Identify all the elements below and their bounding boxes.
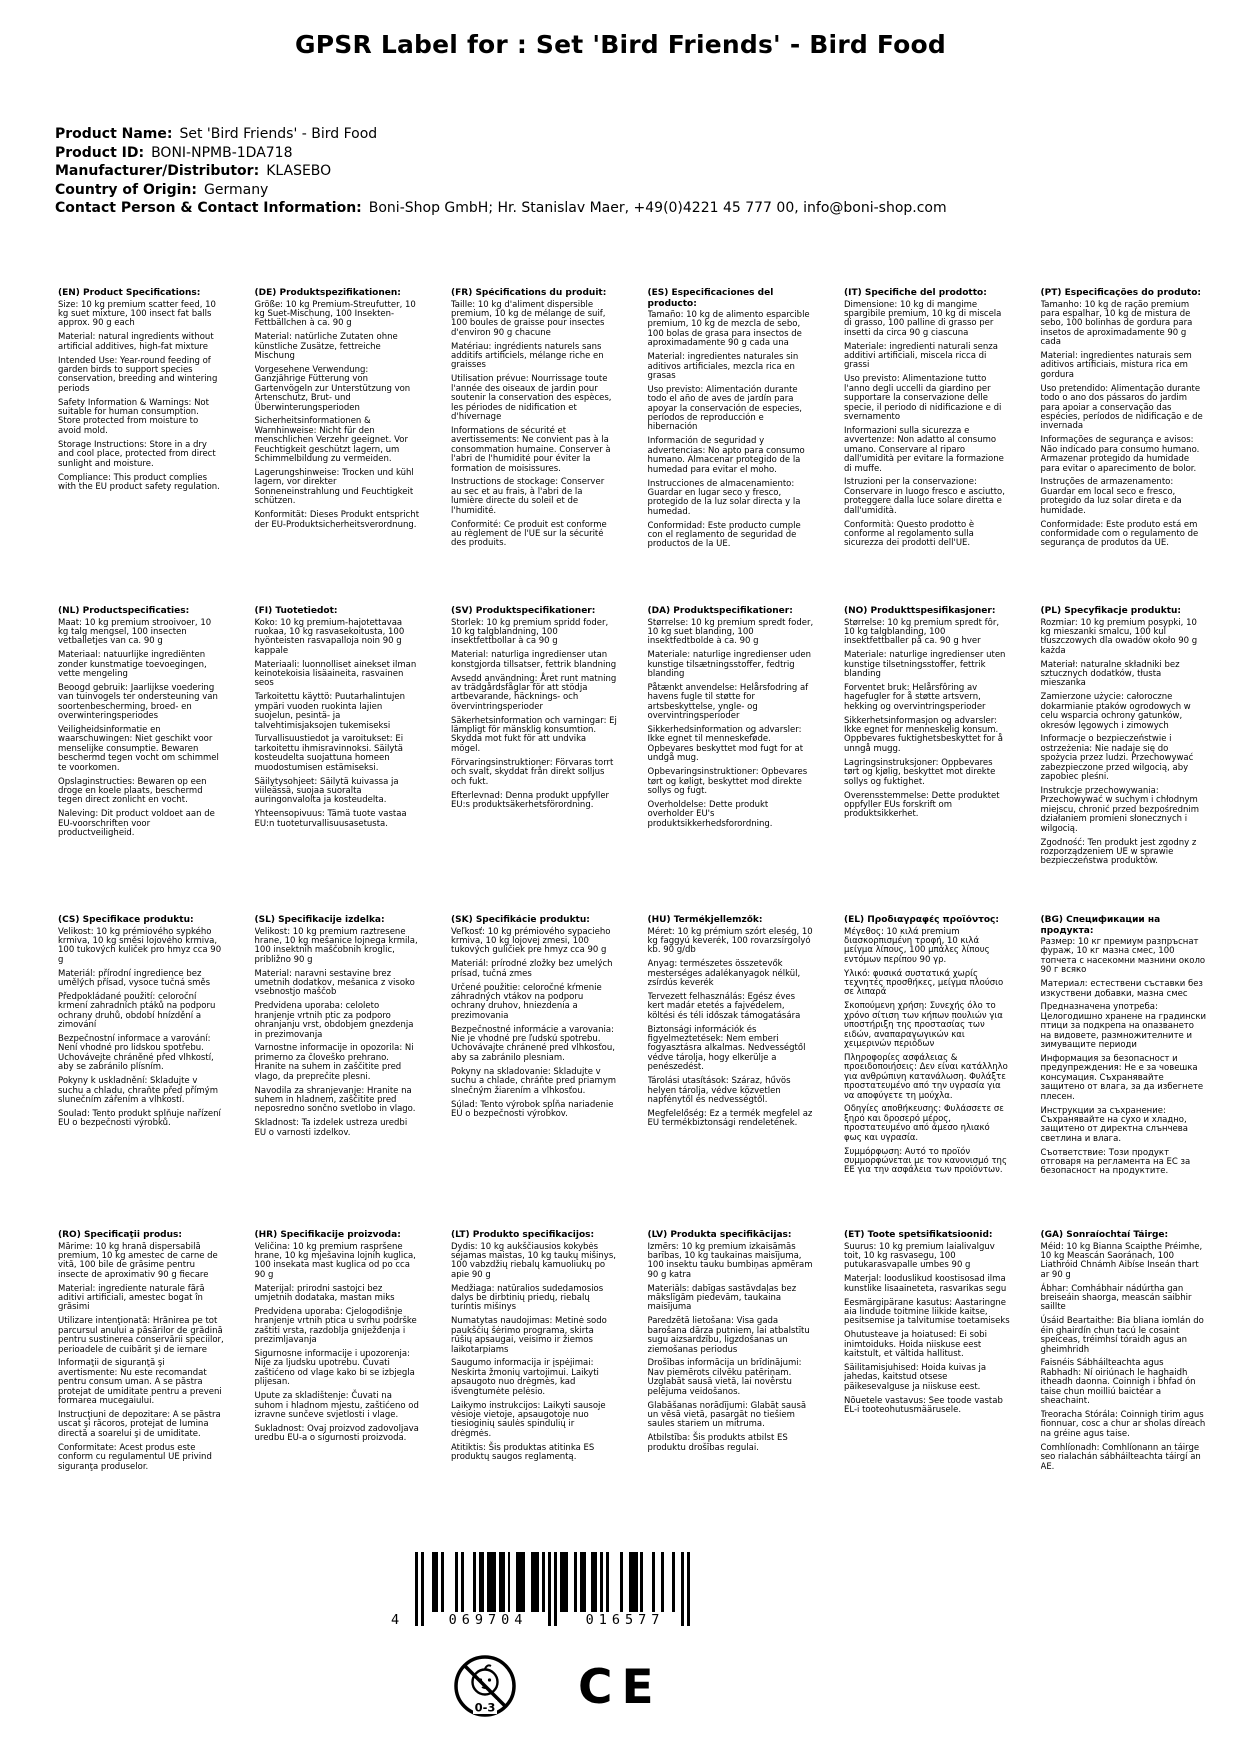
product-field-label: Contact Person & Contact Information:: [55, 200, 362, 217]
language-block-paragraph: Tarkoitettu käyttö: Puutarhalintujen ympäri vuoden ruokinta lajien suojelun, pesintä- ja talvehtimisjaksojen tukemiseksi: [254, 692, 405, 731]
language-block-paragraph: Sikkerhetsinformasjon og advarsler: Ikke egnet for menneskelig konsum. Oppbevares fuktighetsbeskyttet for å unngå mugg.: [844, 715, 1004, 754]
language-block-paragraph: Forventet bruk: Helårsfôring av hagefugler for å støtte artsvern, hekking og overvintringsperioder: [844, 682, 986, 712]
language-block-paragraph: Materijal: prirodni sastojci bez umjetnih dodataka, mastan miks: [254, 1283, 395, 1304]
language-block-heading: (SK) Špecifikácie produktu:: [451, 915, 590, 925]
product-field-label: Country of Origin:: [55, 181, 197, 198]
language-block-paragraph: Beoogd gebruik: Jaarlijkse voedering van tuinvogels ter ondersteuning van soortenbescherming, broed- en overwinteringsperiodes: [58, 682, 218, 722]
language-block-paragraph: Sigurnosne informacije i upozorenja: Nije za ljudsku upotrebu. Čuvati zaštićeno od vlage kako bi se izbjegla plijesan.: [254, 1349, 415, 1388]
barcode-digits-left: 069704: [448, 1612, 528, 1628]
language-block-paragraph: Uso previsto: Alimentación durante todo el año de aves de jardín para apoyar la conservación de especies, períodos de reproducción e hibernación: [647, 384, 802, 433]
language-block-paragraph: Drošības informācija un brīdinājumi: Nav piemērots cilvēku patēriņam. Uzglabāt sausā vietā, lai novērstu pelējuma veidošanos.: [647, 1358, 802, 1397]
language-block-paragraph: Matériau: ingrédients naturels sans additifs artificiels, mélange riche en graisses: [451, 341, 604, 371]
language-block-ro: [58, 1230, 224, 1476]
language-block-sk: [451, 915, 617, 1230]
product-field-label: Manufacturer/Distributor:: [55, 163, 260, 180]
language-block-paragraph: Lagerungshinweise: Trocken und kühl lagern, vor direkter Sonneneinstrahlung und Feuchtigkeit schützen.: [254, 468, 414, 507]
barcode-digit-first: 4: [391, 1612, 405, 1628]
language-block-paragraph: Conformitate: Acest produs este conform cu regulamentul UE privind siguranţa produselor.: [58, 1442, 212, 1472]
language-block-de: [255, 288, 421, 606]
language-block-heading: (PL) Specyfikacje produktu:: [1040, 606, 1182, 616]
language-block-paragraph: Atitiktis: Šis produktas atitinka ES produktų saugos reglamentą.: [451, 1442, 595, 1463]
language-block-paragraph: Maat: 10 kg premium strooivoer, 10 kg talg mengsel, 100 insecten vetballetjes van ca. 90 g: [58, 617, 212, 647]
language-block-paragraph: Rozmiar: 10 kg premium posypki, 10 kg mieszanki smalcu, 100 kul tłuszczowych dla owadów około 90 g każda: [1040, 617, 1198, 656]
language-block-paragraph: Treoracha Stórála: Coinnigh tirim agus fionnuar, cosc a chur ar sholas díreach na gréine agus taise.: [1040, 1410, 1206, 1439]
language-block-paragraph: Instructions de stockage: Conserver au sec et au frais, à l'abri de la lumière directe du soleil et de l'humidité.: [451, 477, 605, 516]
language-block-paragraph: Material: natürliche Zutaten ohne künstliche Zusätze, fettreiche Mischung: [254, 332, 398, 362]
language-blocks-grid: [58, 288, 1207, 1476]
age-warning-label: 0-3: [474, 1700, 496, 1715]
language-block-paragraph: Veiligheidsinformatie en waarschuwingen: Niet geschikt voor menselijke consumptie. Bewaren beschermd tegen vocht om schimmel te voorkomen.: [58, 725, 219, 773]
language-block-et: [844, 1230, 1010, 1476]
language-block-paragraph: Méret: 10 kg prémium szórt eleség, 10 kg faggyú keverék, 100 rovarzsírgolyó kb. 90 g/db: [647, 926, 813, 956]
language-block-paragraph: Zamierzone użycie: całoroczne dokarmianie ptaków ogrodowych w celu wsparcia ochrony gatunków, okresów lęgowych i zimowych: [1040, 692, 1191, 731]
language-block-heading: (FI) Tuotetiedot:: [254, 606, 338, 616]
language-block-paragraph: Материал: естествени съставки без изкуствени добавки, мазна смес: [1040, 979, 1203, 999]
language-block-paragraph: Συμμόρφωση: Αυτό το προϊόν συμμορφώνεται με τον κανονισμό της ΕΕ για την ασφάλεια των προϊόντων.: [844, 1146, 1007, 1176]
product-field-label: Product ID:: [55, 144, 145, 161]
language-block-heading: (PT) Especificações do produto:: [1040, 288, 1202, 298]
language-block-paragraph: Yhteensopivuus: Tämä tuote vastaa EU:n tuoteturvallisuusasetusta.: [254, 809, 407, 829]
language-block-paragraph: Safety Information & Warnings: Not suitable for human consumption. Store protected from moisture to avoid mold.: [58, 397, 209, 436]
product-field-value: KLASEBO: [266, 163, 332, 180]
language-block-paragraph: Lagringsinstruksjoner: Oppbevares tørt og kjølig, beskyttet mot direkte sollys og fuktighet.: [844, 757, 996, 787]
language-block-paragraph: Numatytas naudojimas: Metinė sodo paukščių šėrimo programa, skirta rūšių apsaugai, veisimo ir žiemos laikotarpiams: [451, 1316, 607, 1355]
language-block-paragraph: Material: naravni sestavine brez umetnih dodatkov, mešanica z visoko vsebnostjo maščob: [254, 968, 415, 998]
language-block-paragraph: Informations de sécurité et avertissements: Ne convient pas à la consommation humaine. Conserver à l'abri de l'humidité pour éviter la formation de moisissures.: [451, 425, 611, 474]
language-block-paragraph: Material: naturliga ingredienser utan konstgjorda tillsatser, fettrik blandning: [451, 650, 617, 670]
language-block-paragraph: Informaţii de siguranţă şi avertismente: Nu este recomandat pentru consum uman. A se păstra protejat de umiditate pentru a preveni formarea mucegaiului.: [58, 1358, 222, 1407]
language-block-heading: (HR) Specifikacije proizvoda:: [254, 1230, 401, 1240]
language-block-it: [844, 288, 1010, 606]
language-block-sl: [255, 915, 421, 1230]
language-block-paragraph: Storage Instructions: Store in a dry and cool place, protected from direct sunlight and moisture.: [58, 439, 216, 469]
language-block-paragraph: Tamaño: 10 kg de alimento esparcible premium, 10 kg de mezcla de sebo, 100 bolas de grasa para insectos de aproximadamente 90 g cada una: [647, 310, 810, 349]
language-block-no: [844, 606, 1010, 915]
language-block-paragraph: Påtænkt anvendelse: Helårsfodring af havens fugle til støtte for artsbeskyttelse, yngle- og overvintringsperioder: [647, 682, 809, 722]
language-block-lt: [451, 1230, 617, 1476]
language-block-bg: [1041, 915, 1207, 1230]
language-block-paragraph: Størrelse: 10 kg premium spredt fôr, 10 kg talgblanding, 100 insektfettballer på ca. 90 g hver: [844, 617, 1000, 647]
language-block-pt: [1041, 288, 1207, 606]
language-block-paragraph: Predvidena uporaba: celoleto hranjenje vrtnih ptic za podporo ohranjanju vrst, obdobjem gnezdenja in prezimovanja: [254, 1001, 414, 1040]
language-block-paragraph: Dimensione: 10 kg di mangime spargibile premium, 10 kg di miscela di grasso, 100 palline di grasso per insetti da circa 90 g ciascuna: [844, 299, 1002, 338]
language-block-paragraph: Zgodność: Ten produkt jest zgodny z rozporządzeniem UE w sprawie bezpieczeństwa produktów.: [1040, 837, 1197, 867]
language-block-heading: (BG) Спецификации на продукта:: [1040, 915, 1161, 936]
language-block-heading: (SL) Specifikacije izdelka:: [254, 915, 385, 925]
language-block-paragraph: Οδηγίες αποθήκευσης: Φυλάσσετε σε ξηρό και δροσερό μέρος, προστατευμένο από άμεσο ηλιακό φως και υγρασία.: [844, 1104, 1004, 1143]
product-field: [55, 181, 947, 200]
language-block-paragraph: Veľkosť: 10 kg prémiového sypacieho krmiva, 10 kg lojovej zmesi, 100 tukových guličiek pre hmyz cca 90 g: [451, 926, 611, 956]
language-block-lv: [648, 1230, 814, 1476]
page-title: GPSR Label for : Set 'Bird Friends' - Bird Food: [295, 30, 946, 59]
language-block-paragraph: Ábhar: Comhábhair nádúrtha gan breiseáin shaorga, meascán saibhir saillte: [1040, 1283, 1192, 1313]
language-block-paragraph: Conformità: Questo prodotto è conforme al regolamento sulla sicurezza dei prodotti dell'UE.: [844, 519, 975, 549]
language-block-paragraph: Υλικό: φυσικά συστατικά χωρίς τεχνητές προσθήκες, μείγμα πλούσιο σε λιπαρά: [844, 968, 1004, 998]
language-block-paragraph: Tamanho: 10 kg de ração premium para espalhar, 10 kg de mistura de sebo, 100 bolinhas de gordura para insetos de aproximadamente 90 g cada: [1040, 299, 1193, 348]
language-block-paragraph: Overholdelse: Dette produkt overholder EU's produktsikkerhedsforordning.: [647, 799, 773, 829]
language-block-paragraph: Größe: 10 kg Premium-Streufutter, 10 kg Suet-Mischung, 100 Insekten-Fettbällchen à ca. 90 g: [254, 299, 416, 329]
language-block-paragraph: Materiāls: dabīgas sastāvdaļas bez mākslīgām piedevām, taukaina maisījuma: [647, 1283, 797, 1313]
language-block-paragraph: Uso pretendido: Alimentação durante todo o ano dos pássaros do jardim para apoiar a conservação das espécies, períodos de nidificação e de invernada: [1040, 383, 1203, 432]
language-block-paragraph: Предназначена употреба: Целогодишно хранене на градински птици за подкрепа на опазването на видовете, размножителните и зимуващите периоди: [1040, 1002, 1207, 1051]
language-block-cs: [58, 915, 224, 1230]
language-block-paragraph: Informazioni sulla sicurezza e avvertenze: Non adatto al consumo umano. Conservare al riparo dall'umidità per evitare la formazione di muffe.: [844, 425, 1004, 474]
age-warning-0-3-icon: [452, 1652, 518, 1726]
language-block-paragraph: Navodila za shranjevanje: Hranite na suhem in hladnem, zaščitite pred neposredno sončno svetlobo in vlago.: [254, 1085, 416, 1115]
language-block-paragraph: Инструкции за съхранение: Съхранявайте на сухо и хладно, защитено от директна слънчева светлина и влага.: [1040, 1105, 1188, 1144]
language-block-paragraph: Compliance: This product complies with the EU product safety regulation.: [58, 472, 220, 492]
language-block-paragraph: Conformidad: Este producto cumple con el reglamento de seguridad de productos de la UE.: [647, 520, 801, 550]
language-block-fr: [451, 288, 617, 606]
language-block-heading: (ET) Toote spetsifikatsioonid:: [844, 1230, 993, 1240]
language-block-paragraph: Anyag: természetes összetevők mesterséges adalékanyagok nélkül, zsírdús keverék: [647, 959, 801, 989]
language-block-paragraph: Comhlíonadh: Comhlíonann an táirge seo rialachán sábháilteachta táirgí an AE.: [1040, 1442, 1201, 1472]
language-block-heading: (LT) Produkto specifikacijos:: [451, 1230, 595, 1240]
language-block-paragraph: Nõuetele vastavus: See toode vastab EL-i tooteohutusmäärusele.: [844, 1395, 1003, 1416]
language-block-paragraph: Información de seguridad y advertencias: No apto para consumo humano. Almacenar protegido de la humedad para evitar el moho.: [647, 436, 805, 475]
language-block-heading: (EL) Προδιαγραφές προϊόντος:: [844, 915, 999, 925]
language-block-paragraph: Säilytysohjeet: Säilytä kuivassa ja viileässä, suojaa suoralta auringonvalolta ja kosteudelta.: [254, 776, 399, 806]
language-block-paragraph: Ohutusteave ja hoiatused: Ei sobi inimtoiduks. Hoida niiskuse eest kaitstult, et vältida hallitust.: [844, 1330, 987, 1360]
language-block-paragraph: Materiál: prírodné zložky bez umelých prísad, tučná zmes: [451, 959, 613, 979]
language-block-paragraph: Material: natural ingredients without artificial additives, high-fat mixture: [58, 332, 214, 352]
product-field: [55, 144, 947, 163]
language-block-paragraph: Mărime: 10 kg hrană dispersabilă premium, 10 kg amestec de carne de vită, 100 bile de grăsime pentru insecte de aproximativ 90 g fiecare: [58, 1241, 218, 1280]
language-block-heading: (RO) Specificaţii produs:: [58, 1230, 182, 1240]
language-block-paragraph: Materiale: naturlige ingredienser uten kunstige tilsetningsstoffer, fettrik blanding: [844, 650, 1006, 680]
language-block-paragraph: Instruções de armazenamento: Guardar em local seco e fresco, protegido da luz solar direta e da humidade.: [1040, 477, 1182, 516]
language-block-heading: (DE) Produktspezifikationen:: [254, 288, 401, 298]
language-block-paragraph: Upute za skladištenje: Čuvati na suhom i hladnom mjestu, zaštićeno od izravne sunčeve svjetlosti i vlage.: [254, 1391, 419, 1420]
language-block-paragraph: Saugumo informacija ir įspėjimai: Neskirta žmonių vartojimui. Laikyti apsaugoto nuo drėgmės, kad išvengtumėte pelėsio.: [451, 1358, 599, 1397]
language-block-paragraph: Určené použitie: celoročné kŕmenie záhradných vtákov na podporu ochrany druhov, hniezdenia a prezimovania: [451, 982, 602, 1021]
language-block-paragraph: Materiaali: luonnolliset ainekset ilman keinotekoisia lisäaineita, rasvainen seos: [254, 659, 417, 689]
language-block-paragraph: Úsáid Beartaithe: Bia bliana iomlán do éin ghairdín chun tacú le cosaint speiceas, tréimhsí tóraidh agus an gheimhridh: [1040, 1316, 1204, 1355]
barcode-digits-right: 016577: [585, 1612, 665, 1628]
product-field-value: Boni-Shop GmbH; Hr. Stanislav Maer, +49(0)4221 45 777 00, info@boni-shop.com: [368, 200, 947, 217]
language-block-paragraph: Intended Use: Year-round feeding of garden birds to support species conservation, breeding and wintering periods: [58, 355, 218, 394]
barcode-bar: [687, 1552, 690, 1626]
language-block-paragraph: Pokyny k uskladnění: Skladujte v suchu a chladu, chraňte před přímým slunečním zářením a vlhkostí.: [58, 1076, 218, 1105]
language-block-paragraph: Μέγεθος: 10 κιλά premium διασκορπισμένη τροφή, 10 κιλά μείγμα λίπους, 100 μπάλες λίπους εντόμων περίπου 90 γρ.: [844, 926, 990, 965]
ce-mark: CE: [578, 1660, 663, 1715]
language-block-paragraph: Avsedd användning: Året runt matning av trädgårdsfåglar för att stödja artbevarande, häcknings- och övervintringsperioder: [451, 673, 617, 712]
language-block-sv: [451, 606, 617, 915]
language-block-paragraph: Předpokládané použití: celoroční krmení zahradních ptáků na podporu ochrany druhů, období hnízdění a zimování: [58, 991, 216, 1031]
language-block-paragraph: Storlek: 10 kg premium spridd foder, 10 kg talgblandning, 100 insektfettbollar à ca 90 g: [451, 617, 609, 647]
language-block-paragraph: Soulad: Tento produkt splňuje nařízení EU o bezpečnosti výrobků.: [58, 1108, 221, 1129]
language-block-paragraph: Varnostne informacije in opozorila: Ni primerno za človeško prehrano. Hranite na suhem in zaščitite pred vlago, da preprečite plesni.: [254, 1043, 414, 1082]
language-block-paragraph: Säilitamisjuhised: Hoida kuivas ja jahedas, kaitstud otsese päikesevalguse ja niiskuse eest.: [844, 1362, 987, 1392]
language-block-hu: [648, 915, 814, 1230]
language-block-paragraph: Efterlevnad: Denna produkt uppfyller EU:s produktsäkerhetsförordning.: [451, 790, 610, 810]
language-block-paragraph: Taille: 10 kg d'aliment dispersible premium, 10 kg de mélange de suif, 100 boules de graisse pour insectes d'environ 90 g chacune: [451, 299, 606, 338]
language-block-en: [58, 288, 224, 606]
language-block-paragraph: Πληροφορίες ασφάλειας & προειδοποιήσεις: Δεν είναι κατάλληλο για ανθρώπινη κατανάλωση. Φυλάξτε προστατευμένο από την υγρασία για να αποφύγετε τη μούχλα.: [844, 1052, 1008, 1101]
language-block-paragraph: Biztonsági információk és figyelmeztetések: Nem emberi fogyasztásra alkalmas. Nedvességtől védve tárolja, hogy elkerülje a penészedést.: [647, 1024, 806, 1073]
language-block-paragraph: Size: 10 kg premium scatter feed, 10 kg suet mixture, 100 insect fat balls approx. 90 g each: [58, 299, 216, 329]
language-block-paragraph: Materiál: přírodní ingredience bez umělých přísad, vysoce tučná směs: [58, 968, 211, 989]
language-block-paragraph: Conformité: Ce produit est conforme au règlement de l'UE sur la sécurité des produits.: [451, 519, 607, 549]
product-field-value: BONI-NPMB-1DA718: [151, 144, 293, 161]
language-block-paragraph: Atbilstība: Šis produkts atbilst ES produktu drošības regulai.: [647, 1433, 788, 1453]
language-block-el: [844, 915, 1010, 1230]
language-block-paragraph: Dydis: 10 kg aukščiausios kokybės sėjamas maistas, 10 kg taukų mišinys, 100 vabzdžių riebalų kamuoliukų po apie 90 g: [451, 1241, 616, 1280]
language-block-pl: [1041, 606, 1207, 915]
language-block-paragraph: Vorgesehene Verwendung: Ganzjährige Fütterung von Gartenvögeln zur Unterstützung von Artenschutz, Brut- und Überwinterungsperioden: [254, 364, 411, 413]
language-block-hr: [255, 1230, 421, 1476]
language-block-heading: (EN) Product Specifications:: [58, 288, 201, 298]
language-block-es: [648, 288, 814, 606]
language-block-paragraph: Størrelse: 10 kg premium spredt foder, 10 kg suet blanding, 100 insektfedtbolde à ca. 90 g: [647, 617, 814, 647]
language-block-paragraph: Suurus: 10 kg premium laialivalguv toit, 10 kg rasvasegu, 100 putukarasvapalle umbes 90 g: [844, 1241, 995, 1271]
language-block-paragraph: Naleving: Dit product voldoet aan de EU-voorschriften voor productveiligheid.: [58, 809, 215, 839]
language-block-paragraph: Izmērs: 10 kg premium izkaisāmās barības, 10 kg taukainas maisījuma, 100 insektu tauku bumbiņas apmēram 90 g katra: [647, 1241, 813, 1280]
language-block-paragraph: Utilisation prévue: Nourrissage toute l'année des oiseaux de jardin pour soutenir la conservation des espèces, les périodes de nidification et d'hivernage: [451, 374, 612, 422]
product-field: [55, 162, 947, 181]
language-block-heading: (ES) Especificaciones del producto:: [647, 288, 774, 309]
language-block-paragraph: Informações de segurança e avisos: Não indicado para consumo humano. Armazenar protegido da humidade para evitar o aparecimento de bolor.: [1040, 435, 1200, 474]
language-block-heading: (NL) Productspecificaties:: [58, 606, 190, 616]
product-field: [55, 199, 947, 218]
language-block-paragraph: Paredzētā lietošana: Visa gada barošana dārza putniem, lai atbalstītu sugu aizsardzību, ligzdošanas un ziemošanas periodus: [647, 1316, 810, 1355]
language-block-paragraph: Opslaginstructies: Bewaren op een droge en koele plaats, beschermd tegen direct zonlicht en vocht.: [58, 776, 207, 806]
language-block-paragraph: Uso previsto: Alimentazione tutto l'anno degli uccelli da giardino per supportare la conservazione delle specie, il periodo di nidificazione e di svernamento: [844, 374, 1002, 422]
language-block-heading: (IT) Specifiche del prodotto:: [844, 288, 987, 298]
language-block-paragraph: Eesmärgipärane kasutus: Aastaringne aia lindude toitmine liikide kaitse, pesitsemise ja talvitumise toetamiseks: [844, 1297, 1010, 1327]
product-field-value: Set 'Bird Friends' - Bird Food: [179, 126, 378, 142]
language-block-paragraph: Съответствие: Този продукт отговаря на регламента на ЕС за безопасност на продуктите.: [1040, 1147, 1191, 1177]
language-block-paragraph: Förvaringsinstruktioner: Förvaras torrt och svalt, skyddat från direkt solljus och fukt.: [451, 757, 614, 787]
language-block-heading: (HU) Termékjellemzők:: [647, 915, 763, 925]
language-block-paragraph: Säkerhetsinformation och varningar: Ej lämpligt för mänsklig konsumtion. Skydda mot fukt för att undvika mögel.: [451, 715, 617, 754]
language-block-paragraph: Materiale: ingredienti naturali senza additivi artificiali, miscela ricca di grassi: [844, 341, 998, 371]
language-block-paragraph: Sicherheitsinformationen & Warnhinweise: Nicht für den menschlichen Verzehr geeignet. Vor Feuchtigkeit geschützt lagern, um Schimmelbildung zu vermeiden.: [254, 416, 408, 465]
language-block-paragraph: Materjal: looduslikud koostisosad ilma kunstlike lisaaineteta, rasvarikas segu: [844, 1274, 1007, 1294]
language-block-paragraph: Medžiaga: natūralios sudedamosios dalys be dirbtinių priedų, riebalų turintis mišinys: [451, 1283, 604, 1313]
language-block-paragraph: Koko: 10 kg premium-hajotettavaa ruokaa, 10 kg rasvasekoitusta, 100 hyönteisten rasvapalloja noin 90 g kappale: [254, 617, 405, 656]
language-block-paragraph: Veličina: 10 kg premium raspršene hrane, 10 kg mješavina lojnih kuglica, 100 insekata mast kuglica od po cca 90 g: [254, 1241, 416, 1280]
language-block-paragraph: Σκοπούμενη χρήση: Συνεχής όλο το χρόνο σίτιση των κήπων πουλιών για υποστήριξη της προστασίας των ειδών, αναπαραγωγικών και χειμερινών περιόδων: [844, 1001, 1003, 1049]
language-block-paragraph: Instrucciones de almacenamiento: Guardar en lugar seco y fresco, protegido de la luz solar directa y la humedad.: [647, 478, 801, 517]
language-block-paragraph: Tárolási utasítások: Száraz, hűvös helyen tárolja, védve közvetlen napfénytől és nedvességtől.: [647, 1076, 791, 1105]
language-block-heading: (LV) Produkta specifikācijas:: [647, 1230, 792, 1240]
language-block-paragraph: Material: ingredientes naturais sem aditivos artificiais, mistura rica em gordura: [1040, 351, 1192, 380]
product-field-label: Product Name:: [55, 126, 173, 142]
language-block-paragraph: Overensstemmelse: Dette produktet oppfyller EUs forskrift om produktsikkerhet.: [844, 790, 1000, 820]
language-block-da: [648, 606, 814, 915]
language-block-nl: [58, 606, 224, 915]
language-block-paragraph: Laikymo instrukcijos: Laikyti sausoje vėsioje vietoje, apsaugotoje nuo tiesioginių saulės spindulių ir drėgmės.: [451, 1400, 606, 1439]
language-block-paragraph: Sikkerhedsinformation og advarsler: Ikke egnet til menneskeføde. Opbevares beskyttet mod fugt for at undgå mug.: [647, 725, 804, 764]
language-block-paragraph: Méid: 10 kg Bianna Scaipthe Préimhe, 10 kg Meascán Saoránach, 100 Liathróid Chnámh Aibíse Inseán thart ar 90 g: [1040, 1241, 1203, 1280]
language-block-paragraph: Информация за безопасност и предупреждения: Не е за човешка консумация. Съхранявайте защитено от влага, за да избегнете плесен.: [1040, 1053, 1204, 1102]
language-block-paragraph: Tervezett felhasználás: Egész éves kert madár etetés a fajvédelem, költési és téli időszak támogatására: [647, 991, 801, 1021]
language-block-heading: (GA) Sonraíochtaí Táirge:: [1040, 1230, 1169, 1240]
language-block-heading: (NO) Produkttspesifikasjoner:: [844, 606, 996, 616]
language-block-paragraph: Istruzioni per la conservazione: Conservare in luogo fresco e asciutto, proteggere dalla luce solare diretta e dall'umidità.: [844, 477, 1005, 516]
language-block-paragraph: Megfelelőség: Ez a termék megfelel az EU termékbiztonsági rendeletének.: [647, 1108, 813, 1129]
product-field-value: Germany: [204, 181, 269, 198]
language-block-paragraph: Opbevaringsinstruktioner: Opbevares tørt og køligt, beskyttet mod direkte sollys og fugt.: [647, 767, 808, 796]
language-block-heading: (DA) Produktspecifikationer:: [647, 606, 793, 616]
language-block-paragraph: Material: ingredientes naturales sin aditivos artificiales, mezcla rica en grasas: [647, 352, 799, 381]
product-field: [55, 125, 947, 144]
language-block-heading: (FR) Spécifications du produit:: [451, 288, 607, 298]
language-block-paragraph: Predvidena uporaba: Cjelogodišnje hranjenje vrtnih ptica u svrhu podrške zaštiti vrsta, razdoblja gniježđenja i prezimljavanja: [254, 1306, 417, 1346]
language-block-paragraph: Turvallisuustiedot ja varoitukset: Ei tarkoitettu ihmisravinnoksi. Säilytä kosteudelta suojattuna homeen muodostumisen estämiseksi.: [254, 734, 404, 773]
language-block-paragraph: Utilizare intenţionată: Hrănirea pe tot parcursul anului a păsărilor de grădină pentru sustinerea conservării speciilor, perioadele de cuibărit şi de iernare: [58, 1316, 224, 1355]
ean13-barcode: [391, 1552, 691, 1632]
product-info: [55, 125, 947, 218]
language-block-paragraph: Faisnéis Sábháilteachta agus Rabhadh: Ní oiriúnach le haghaidh itheadh daonna. Coinnigh i bhfad ón taise chun moilliú baictéar a sheachaint.: [1040, 1358, 1196, 1407]
language-block-paragraph: Размер: 10 кг премиум разпръснат фураж, 10 кг мазна смес, 100 топчета с насекомни мазнини около 90 г всяко: [1040, 937, 1206, 976]
language-block-paragraph: Velikost: 10 kg prémiového sypkého krmiva, 10 kg směsi lojového krmiva, 100 tukových kuliček pro hmyz cca 90 g: [58, 926, 222, 965]
language-block-paragraph: Instrukcje przechowywania: Przechowywać w suchym i chłodnym miejscu, chronić przed bezpośrednim działaniem promieni słonecznych i wilgocią.: [1040, 786, 1200, 834]
language-block-paragraph: Materiał: naturalne składniki bez sztucznych dodatków, tłusta mieszanka: [1040, 659, 1180, 689]
language-block-paragraph: Súlad: Tento výrobok spĺňa nariadenie EÚ o bezpečnosti výrobkov.: [451, 1099, 614, 1119]
language-block-ga: [1041, 1230, 1207, 1476]
language-block-paragraph: Material: ingrediente naturale fără aditivi artificiali, amestec bogat în grăsimi: [58, 1283, 205, 1313]
language-block-paragraph: Pokyny na skladovanie: Skladujte v suchu a chlade, chráňte pred priamym slnečným žiarením a vlhkosťou.: [451, 1066, 617, 1096]
language-block-heading: (SV) Produktspecifikationer:: [451, 606, 596, 616]
language-block-heading: (CS) Specifikace produktu:: [58, 915, 194, 925]
language-block-paragraph: Velikost: 10 kg premium raztresene hrane, 10 kg mešanice lojnega krmila, 100 insektnih maščobnih kroglic, približno 90 g: [254, 926, 418, 965]
language-block-paragraph: Conformidade: Este produto está em conformidade com o regulamento de segurança de produtos da UE.: [1040, 519, 1199, 549]
language-block-paragraph: Glabāšanas norādījumi: Glabāt sausā un vēsā vietā, pasargāt no tiešiem saules stariem un mitruma.: [647, 1400, 807, 1430]
language-block-fi: [255, 606, 421, 915]
language-block-paragraph: Instrucţiuni de depozitare: A se păstra uscat şi răcoros, protejat de lumina directă a soarelui şi de umiditate.: [58, 1410, 221, 1439]
language-block-paragraph: Materiale: naturlige ingredienser uden kunstige tilsætningsstoffer, fedtrig blanding: [647, 650, 811, 680]
language-block-paragraph: Sukladnost: Ovaj proizvod zadovoljava uredbu EU-a o sigurnosti proizvoda.: [254, 1423, 419, 1444]
language-block-paragraph: Informacje o bezpieczeństwie i ostrzeżenia: Nie nadaje się do spożycia przez ludzi. Przechowywać zabezpieczone przed wilgocią, aby zapobiec pleśni.: [1040, 734, 1194, 783]
language-block-paragraph: Konformität: Dieses Produkt entspricht der EU-Produktsicherheitsverordnung.: [254, 510, 420, 530]
language-block-paragraph: Materiaal: natuurlijke ingrediënten zonder kunstmatige toevoegingen, vette mengeling: [58, 650, 207, 680]
language-block-paragraph: Bezpečnostné informácie a varovania: Nie je vhodné pre ľudskú spotrebu. Uchovávajte chránené pred vlhkosťou, aby sa zabránilo plesniam.: [451, 1024, 615, 1063]
language-block-paragraph: Bezpečnostní informace a varování: Není vhodné pro lidskou spotřebu. Uchovávejte chráněné před vlhkostí, aby se zabránilo plísním.: [58, 1034, 214, 1073]
language-block-paragraph: Skladnost: Ta izdelek ustreza uredbi EU o varnosti izdelkov.: [254, 1118, 408, 1138]
